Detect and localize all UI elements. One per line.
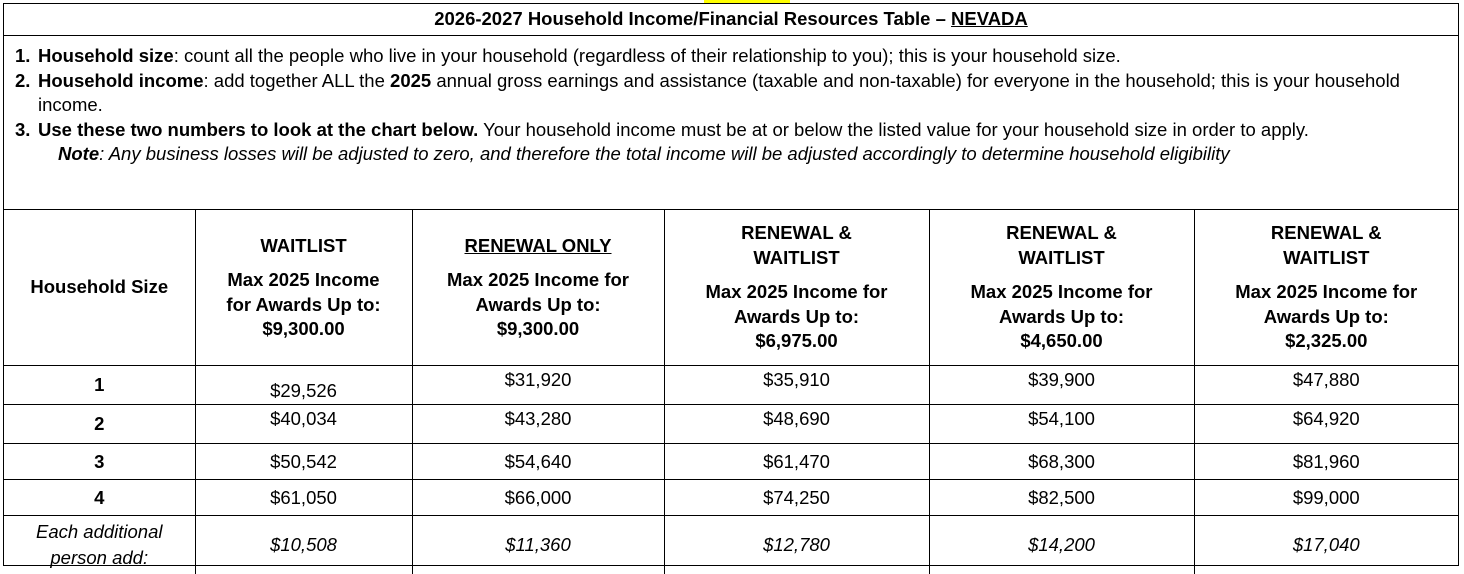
income-cell: $47,880 xyxy=(1194,366,1458,405)
income-cell: $29,526 xyxy=(195,366,412,405)
additional-income-cell: $17,040 xyxy=(1194,516,1458,574)
income-cell: $39,900 xyxy=(929,366,1194,405)
step-heading: Household income xyxy=(38,70,204,91)
income-table xyxy=(4,209,1458,574)
column-header-renewal-waitlist-1: RENEWAL & WAITLIST Max 2025 Income for Awards Up to: $6,975.00 xyxy=(664,210,929,366)
step-text: : add together ALL the xyxy=(204,70,391,91)
additional-income-cell: $10,508 xyxy=(195,516,412,574)
note-text: : Any business losses will be adjusted to zero, and therefore the total income will be adjusted accordingly to determine household eligibility xyxy=(99,143,1230,164)
page-title xyxy=(4,8,1458,30)
table-row xyxy=(4,444,1458,480)
income-cell: $50,542 xyxy=(195,444,412,480)
instruction-household-income xyxy=(15,69,1455,118)
income-cell: $54,640 xyxy=(412,444,664,480)
column-header-waitlist: WAITLIST Max 2025 Income for Awards Up to: $9,300.00 xyxy=(195,210,412,366)
income-table-document xyxy=(3,3,1459,566)
income-cell: $43,280 xyxy=(412,405,664,444)
additional-income-cell: $14,200 xyxy=(929,516,1194,574)
income-cell: $66,000 xyxy=(412,480,664,516)
household-size-header: Household Size xyxy=(4,210,195,366)
note-label: Note xyxy=(58,143,99,164)
step-number: 1. xyxy=(15,44,30,69)
step-text: : count all the people who live in your household (regardless of their relationship to you); this is your household size. xyxy=(174,45,1121,66)
column-header-renewal-only: RENEWAL ONLY Max 2025 Income for Awards Up to: $9,300.00 xyxy=(412,210,664,366)
table-row xyxy=(4,405,1458,444)
instructions-list xyxy=(15,44,1455,167)
additional-person-label: Each additional person add: xyxy=(4,516,195,574)
instruction-household-size xyxy=(15,44,1455,69)
step-heading: Use these two numbers to look at the chart below. xyxy=(38,119,478,140)
income-cell: $61,470 xyxy=(664,444,929,480)
instruction-use-chart xyxy=(15,118,1455,143)
income-cell: $31,920 xyxy=(412,366,664,405)
table-row xyxy=(4,480,1458,516)
income-cell: $99,000 xyxy=(1194,480,1458,516)
income-cell: $74,250 xyxy=(664,480,929,516)
table-row-additional-person xyxy=(4,516,1458,574)
household-size-cell: 1 xyxy=(4,366,195,405)
household-size-cell: 2 xyxy=(4,405,195,444)
note xyxy=(15,142,1455,167)
step-heading: Household size xyxy=(38,45,174,66)
income-cell: $68,300 xyxy=(929,444,1194,480)
income-cell: $40,034 xyxy=(195,405,412,444)
title-text: 2026-2027 Household Income/Financial Resources Table – xyxy=(434,8,946,29)
column-header-renewal-waitlist-3: RENEWAL & WAITLIST Max 2025 Income for Awards Up to: $2,325.00 xyxy=(1194,210,1458,366)
income-cell: $35,910 xyxy=(664,366,929,405)
table-row xyxy=(4,366,1458,405)
income-cell: $48,690 xyxy=(664,405,929,444)
step-number: 2. xyxy=(15,69,30,94)
income-cell: $54,100 xyxy=(929,405,1194,444)
additional-income-cell: $12,780 xyxy=(664,516,929,574)
income-cell: $82,500 xyxy=(929,480,1194,516)
title-divider xyxy=(4,35,1458,36)
step-number: 3. xyxy=(15,118,30,143)
title-state: NEVADA xyxy=(951,8,1028,29)
step-text-continued: annual gross earnings and assistance (taxable and non-taxable) for everyone in the household; this is your household income. xyxy=(38,70,1400,116)
step-text: Your household income must be at or below the listed value for your household size in order to apply. xyxy=(478,119,1309,140)
additional-income-cell: $11,360 xyxy=(412,516,664,574)
income-cell: $64,920 xyxy=(1194,405,1458,444)
column-header-renewal-waitlist-2: RENEWAL & WAITLIST Max 2025 Income for Awards Up to: $4,650.00 xyxy=(929,210,1194,366)
step-year: 2025 xyxy=(390,70,431,91)
income-cell: $81,960 xyxy=(1194,444,1458,480)
household-size-cell: 3 xyxy=(4,444,195,480)
table-header-row xyxy=(4,210,1458,366)
household-size-cell: 4 xyxy=(4,480,195,516)
income-cell: $61,050 xyxy=(195,480,412,516)
